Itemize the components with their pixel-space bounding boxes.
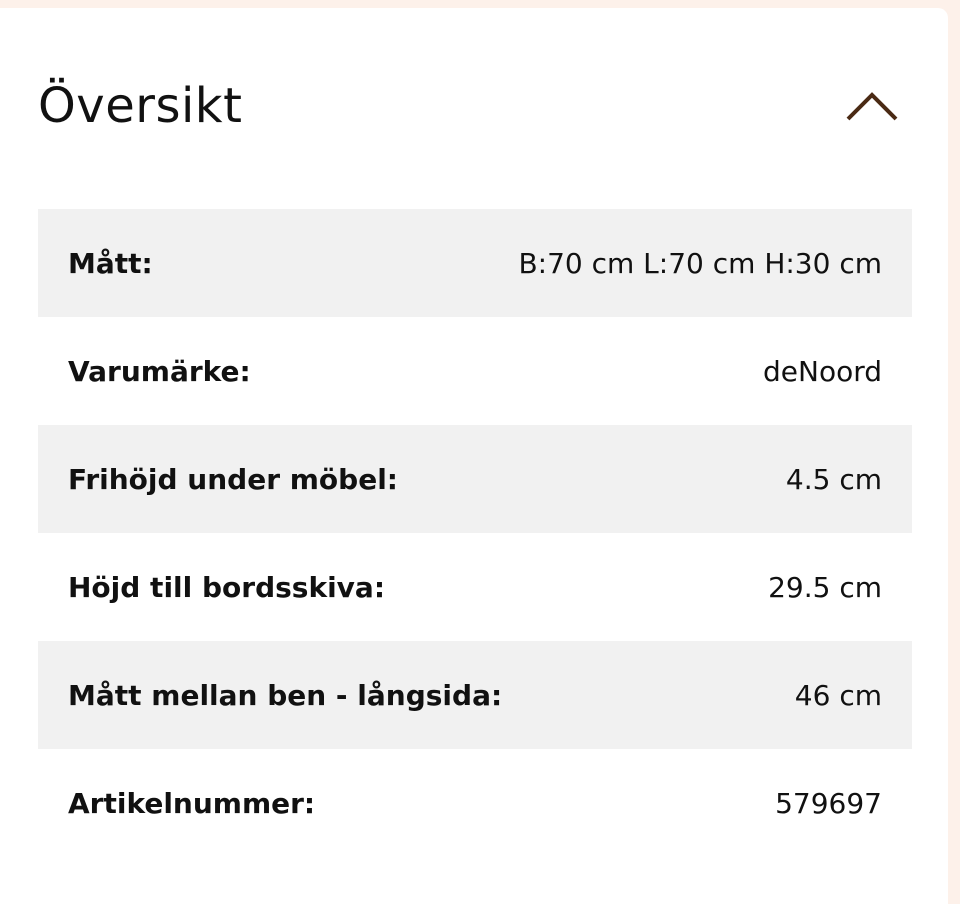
spec-label: Mått: [68,246,153,280]
spec-row-article-number [38,749,912,857]
spec-row-dimensions [38,209,912,317]
spec-value: 29.5 cm [768,570,882,604]
spec-label: Mått mellan ben - långsida: [68,678,503,712]
spec-label: Artikelnummer: [68,786,316,820]
spec-label: Varumärke: [68,354,251,388]
spec-value: 4.5 cm [785,462,882,496]
collapse-toggle-button[interactable] [840,84,904,128]
spec-table [38,209,912,857]
spec-label: Höjd till bordsskiva: [68,570,386,604]
spec-label: Frihöjd under möbel: [68,462,398,496]
spec-value: B:70 cm L:70 cm H:30 cm [518,246,882,280]
spec-row-table-height [38,533,912,641]
spec-value: 46 cm [794,678,882,712]
spec-row-brand [38,317,912,425]
spec-row-leg-distance [38,641,912,749]
chevron-up-icon [844,89,900,123]
overview-title: Översikt [38,78,243,134]
spec-value: deNoord [763,354,882,388]
overview-panel [0,8,948,904]
spec-value: 579697 [775,786,882,820]
overview-header[interactable] [38,74,912,154]
spec-row-clearance [38,425,912,533]
